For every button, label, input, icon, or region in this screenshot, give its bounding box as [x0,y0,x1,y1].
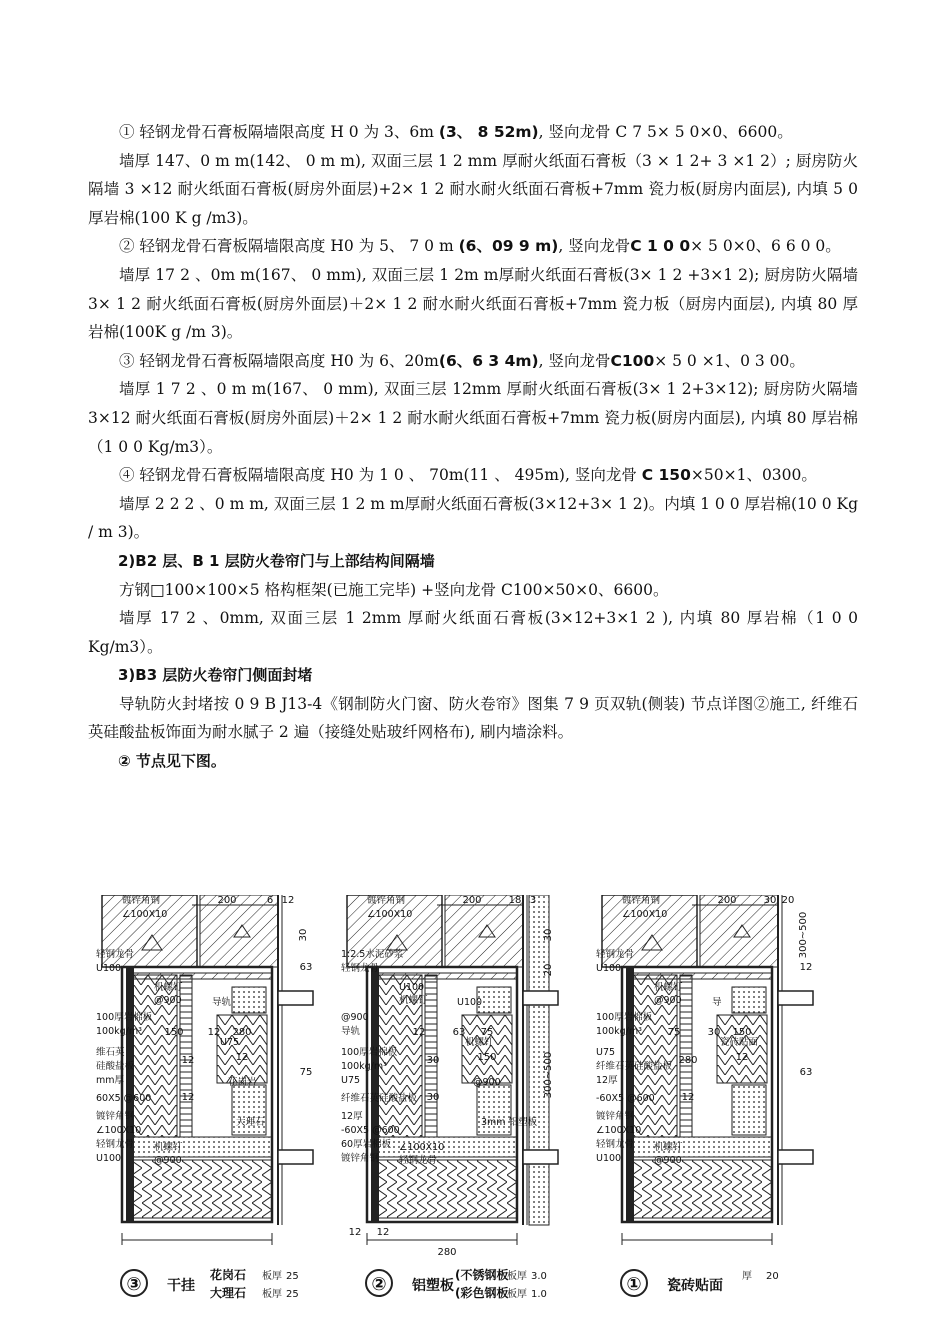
thickness-label: 板厚 [507,1271,527,1282]
material-name: 大理石 [210,1286,247,1300]
paragraph-3: ② 轻钢龙骨石膏板隔墙限高度 H0 为 5、 7 0 m (6、09 9 m), 竖向龙骨C 1 0 0× 5 0×0、6 6 0 0。 [119,237,841,256]
dimension-label: 200 [217,895,237,906]
drawing-label: 机螺钉 [654,1142,683,1153]
dimension-label: 20 [543,963,554,977]
thickness-value: 25 [286,1289,299,1300]
detail-drawing-3 [96,895,313,1300]
drawing-label: ∠100X10 [367,909,413,920]
drawing-label: 镀锌角钢 [341,1153,380,1164]
drawing-label: 60厚岩棉板 [341,1139,392,1150]
dimension-label: 280 [437,1247,457,1258]
drawing-label: 12厚 [596,1075,618,1086]
drawing-label: ∠100X10 [122,909,168,920]
drawing-label: 100厚岩棉板 [96,1012,153,1023]
dimension-label: 300~500 [543,1051,554,1099]
drawing-label: 镀锌角钢 [622,895,661,906]
dimension-label: 63 [299,962,313,973]
detail-number: ③ [126,1274,142,1295]
paragraph-6: 墙厚 1 7 2 、0 m m(167、 0 mm), 双面三层 12mm 厚耐火纸面石膏板(3× 1 2+3×12); 厨房防火隔墙 3×12 耐火纸面石膏板(厨房外面层)＋2× 1 2 耐水耐火纸面石膏板+7mm 瓷力板(厨房内面层), 内填 80 厚岩棉（1 0 0 Kg/m3）。 [88,380,858,456]
node-note: ② 节点见下图。 [118,752,226,771]
drawing-label: 机螺钉 [154,1142,183,1153]
dimension-label: 12 [348,1227,362,1238]
drawing-label: U75 [596,1047,616,1058]
drawing-label: @900 [341,1012,369,1023]
drawing-label: 轻钢龙骨 [399,1155,438,1166]
drawing-label: @900 [654,995,682,1006]
drawing-label: 100kg/m³ [96,1026,142,1037]
drawing-label: 轻钢龙骨 [341,963,380,974]
dimension-label: 150 [164,1027,184,1038]
dimension-label: 30 [707,1027,721,1038]
dimension-label: 150 [732,1027,752,1038]
thickness-value: 20 [766,1271,779,1282]
drawing-label: 3mm 铝塑板 [481,1117,538,1128]
drawing-label: U100 [596,963,622,974]
drawing-label: 100kg/m³ [341,1061,387,1072]
drawing-label: 1:2.5水泥砂浆 [341,949,404,960]
paragraph-1: ① 轻钢龙骨石膏板隔墙限高度 H 0 为 3、6m (3、 8 52m), 竖向龙骨 C 7 5× 5 0×0、6600。 [119,123,793,141]
thickness-label: 板厚 [507,1289,527,1300]
dimension-label: 12 [735,1052,749,1063]
drawing-label: 导轨 [341,1026,361,1037]
drawing-label: 机螺钉 [399,995,428,1006]
detail-title: 干挂 [167,1278,195,1294]
drawing-label: @900 [473,1077,501,1088]
paragraph-8: 墙厚 2 2 2 、0 m m, 双面三层 1 2 m m厚耐火纸面石膏板(3×12+3× 1 2)。内填 1 0 0 厚岩棉(10 0 Kg / m 3)。 [88,494,858,542]
document-body [88,118,858,776]
drawing-label: U100 [399,982,425,993]
dimension-label: 63 [799,1067,813,1078]
dimension-label: 12 [799,962,813,973]
dimension-label: 200 [462,895,482,906]
dimension-label: 12 [235,1052,249,1063]
detail-title: 瓷砖贴面 [667,1278,723,1294]
thickness-value: 1.0 [531,1289,547,1300]
dimension-label: 63 [452,1027,466,1038]
drawing-label: U75 [341,1075,361,1086]
material-name: 花岗石 [210,1268,247,1282]
dimension-label: 150 [477,1052,497,1063]
detail-drawings-svg [92,895,862,1335]
drawing-label: 轻钢龙骨 [596,949,635,960]
drawing-label: 机螺钉 [154,982,183,993]
paragraph-9: 方钢□100×100×5 格构框架(已施工完毕) +竖向龙骨 C100×50×0、6600。 [119,580,669,599]
dimension-label: 12 [181,1092,195,1103]
drawing-label: ∠100X10 [596,1125,642,1136]
drawing-label: 轻钢龙骨 [596,1139,635,1150]
detail-drawing-1 [596,895,813,1296]
detail-drawing-2 [341,895,558,1300]
dimension-label: 30 [543,928,554,942]
thickness-label: 板厚 [262,1289,282,1300]
paragraph-11: 导轨防火封堵按 0 9 B J13-4《钢制防火门窗、防火卷帘》图集 7 9 页双轨(侧装) 节点详图②施工, 纤维石英硅酸盐板饰面为耐水腻子 2 遍（接缝处贴玻纤网格布), 刷内墙涂料。 [88,694,858,742]
detail-title: 铝塑板 [412,1278,454,1294]
drawing-label: 大理石 [236,1117,265,1128]
dimension-label: 200 [717,895,737,906]
thickness-label: 厚 [742,1271,752,1282]
dimension-label: 12 [681,1092,695,1103]
drawing-label: 机螺钉 [465,1037,494,1048]
drawing-label: 60X5 @600 [96,1093,152,1104]
drawing-label: 纤维石英硅酸盐板 [341,1093,418,1104]
drawing-label: U100 [457,997,483,1008]
drawing-label: 12厚 [341,1111,363,1122]
drawing-label: ∠100X10 [96,1125,142,1136]
dimension-label: 12 [376,1227,390,1238]
drawing-label: 维石英 [96,1047,125,1058]
dimension-label: 280 [232,1027,252,1038]
dimension-label: 300~500 [798,911,809,959]
drawing-label: 镀锌角钢 [96,1111,135,1122]
paragraph-7: ④ 轻钢龙骨石膏板隔墙限高度 H0 为 1 0 、 70m(11 、 495m), 竖向龙骨 C 150×50×1、0300。 [119,466,817,485]
section-heading-b2-b1: 2)B2 层、B 1 层防火卷帘门与上部结构间隔墙 [118,551,435,570]
drawing-label: 机螺钉 [654,982,683,993]
drawing-label: 镀锌角钢 [122,895,161,906]
drawing-label: @900 [154,995,182,1006]
material-name: (彩色钢板 [455,1286,509,1300]
drawing-label: ∠100X10 [399,1142,445,1153]
dimension-label: 6 [266,895,274,906]
drawing-label: U100 [596,1153,622,1164]
drawing-label: -60X5 @600 [341,1125,400,1136]
dimension-label: 30 [763,895,777,906]
drawing-label: 硅酸盐板 [96,1061,135,1072]
thickness-value: 25 [286,1271,299,1282]
paragraph-10: 墙厚 17 2 、0mm, 双面三层 1 2mm 厚耐火纸面石膏板(3×12+3×1 2 ), 内填 80 厚岩棉（1 0 0 Kg/m3）。 [88,609,858,656]
dimension-label: 12 [412,1027,426,1038]
dimension-label: 12 [181,1055,195,1066]
dimension-label: 12 [281,895,295,906]
drawing-label: U100 [96,1153,122,1164]
drawing-label: 镀锌角钢 [367,895,406,906]
section-heading-b3: 3)B3 层防火卷帘门侧面封堵 [118,666,313,685]
drawing-label: 导 [712,997,722,1008]
detail-number: ② [371,1274,387,1295]
dimension-label: 75 [480,1027,494,1038]
paragraph-2: 墙厚 147、0 m m(142、 0 m m), 双面三层 1 2 mm 厚耐火纸面石膏板（3 × 1 2+ 3 ×1 2）; 厨房防火隔墙 3 ×12 耐火纸面石膏板(厨房外面层)+2× 1 2 耐水耐火纸面石膏板+7mm 瓷力板(厨房内面层), 内填 5 0 厚岩棉(100 K g /m3)。 [88,151,858,227]
dimension-label: 75 [667,1027,681,1038]
dimension-label: 30 [298,928,309,942]
drawing-label: 瓷砖贴面 [720,1037,759,1048]
dimension-label: 30 [426,1055,440,1066]
paragraph-5: ③ 轻钢龙骨石膏板隔墙限高度 H0 为 6、20m(6、6 3 4m), 竖向龙骨C100× 5 0 ×1、0 3 00。 [119,351,805,370]
drawing-label: @900 [654,1155,682,1166]
material-name: (不锈钢板 [455,1268,509,1282]
drawing-label: @900 [154,1155,182,1166]
drawing-label: -60X5 @600 [596,1093,655,1104]
paragraph-4: 墙厚 17 2 、0m m(167、 0 mm), 双面三层 1 2m m厚耐火纸面石膏板(3× 1 2 +3×1 2); 厨房防火隔墙 3× 1 2 耐火纸面石膏板(厨房外面层)＋2× 1 2 耐水耐火纸面石膏板+7mm 瓷力板（厨房内面层), 内填 80 厚岩棉(100K g /m 3)。 [88,265,858,342]
drawing-label: 100kg/m³ [596,1026,642,1037]
dimension-label: 20 [781,895,795,906]
dimension-label: 3 [529,895,537,906]
drawing-label: 导轨 [212,997,232,1008]
dimension-label: 280 [678,1055,698,1066]
dimension-label: 12 [207,1027,221,1038]
drawing-label: 100厚岩棉板 [596,1012,653,1023]
drawing-label: U75 [220,1037,240,1048]
thickness-label: 板厚 [262,1271,282,1282]
drawing-label: 100厚岩棉板 [341,1047,398,1058]
dimension-label: 18 [508,895,522,906]
dimension-label: 30 [426,1092,440,1103]
drawing-label: 轻钢龙骨 [96,949,135,960]
drawing-label: 镀锌角钢 [596,1111,635,1122]
drawing-label: 轻钢龙骨 [96,1139,135,1150]
detail-number: ① [626,1274,642,1295]
node-detail-drawings [92,895,862,1335]
drawing-label: 花岗岩 [228,1077,257,1088]
drawing-label: mm厚 [96,1075,125,1086]
drawing-label: ∠100X10 [622,909,668,920]
dimension-label: 75 [299,1067,313,1078]
drawing-label: U100 [96,963,122,974]
drawing-label: 纤维石英硅酸盐板 [596,1061,673,1072]
thickness-value: 3.0 [531,1271,547,1282]
